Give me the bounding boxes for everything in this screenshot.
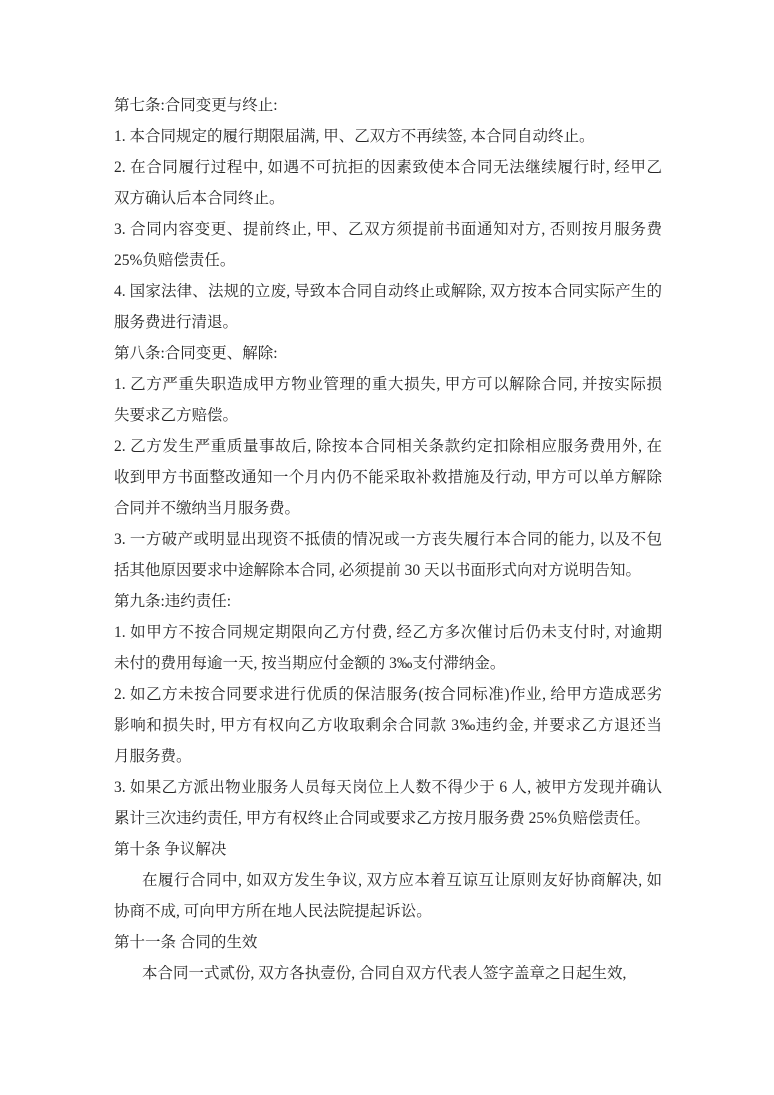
contract-line: 3. 如果乙方派出物业服务人员每天岗位上人数不得少于 6 人, 被甲方发现并确认: [114, 779, 662, 796]
contract-line: 3. 一方破产或明显出现资不抵债的情况或一方丧失履行本合同的能力, 以及不包: [114, 531, 662, 548]
contract-line: 收到甲方书面整改通知一个月内仍不能采取补救措施及行动, 甲方可以单方解除: [114, 469, 662, 486]
contract-line: 合同并不缴纳当月服务费。: [114, 500, 301, 517]
article-heading: 第九条:违约责任:: [114, 593, 232, 610]
contract-line: 3. 合同内容变更、提前终止, 甲、乙双方须提前书面通知对方, 否则按月服务费: [114, 221, 662, 238]
contract-line: 影响和损失时, 甲方有权向乙方收取剩余合同款 3‰违约金, 并要求乙方退还当: [114, 717, 662, 734]
article-heading: 第十一条 合同的生效: [114, 934, 258, 951]
contract-line: 1. 乙方严重失职造成甲方物业管理的重大损失, 甲方可以解除合同, 并按实际损: [114, 376, 662, 393]
contract-line: 月服务费。: [114, 748, 192, 765]
contract-line: 服务费进行清退。: [114, 314, 239, 331]
contract-line: 2. 如乙方未按合同要求进行优质的保洁服务(按合同标准)作业, 给甲方造成恶劣: [114, 686, 662, 703]
contract-line: 累计三次违约责任, 甲方有权终止合同或要求乙方按月服务费 25%负赔偿责任。: [114, 810, 651, 827]
contract-line: 协商不成, 可向甲方所在地人民法院提起诉讼。: [114, 903, 432, 920]
contract-line: 失要求乙方赔偿。: [114, 407, 239, 424]
contract-line: 括其他原因要求中途解除本合同, 必须提前 30 天以书面形式向对方说明告知。: [114, 562, 642, 579]
contract-line: 25%负赔偿责任。: [114, 252, 236, 269]
article-heading: 第七条:合同变更与终止:: [114, 97, 278, 114]
contract-line: 本合同一式贰份, 双方各执壹份, 合同自双方代表人签字盖章之日起生效,: [142, 965, 627, 982]
contract-line: 4. 国家法律、法规的立废, 导致本合同自动终止或解除, 双方按本合同实际产生的: [114, 283, 662, 300]
contract-line: 2. 在合同履行过程中, 如遇不可抗拒的因素致使本合同无法继续履行时, 经甲乙: [114, 159, 662, 176]
contract-line: 2. 乙方发生严重质量事故后, 除按本合同相关条款约定扣除相应服务费用外, 在: [114, 438, 662, 455]
contract-line: 1. 如甲方不按合同规定期限向乙方付费, 经乙方多次催讨后仍未支付时, 对逾期: [114, 624, 662, 641]
contract-line: 双方确认后本合同终止。: [114, 190, 285, 207]
contract-text-block: [114, 90, 662, 989]
contract-line: 1. 本合同规定的履行期限届满, 甲、乙双方不再续签, 本合同自动终止。: [114, 128, 595, 145]
contract-line: 在履行合同中, 如双方发生争议, 双方应本着互谅互让原则友好协商解决, 如: [142, 872, 662, 889]
contract-line: 未付的费用每逾一天, 按当期应付金额的 3‰支付滞纳金。: [114, 655, 506, 672]
article-heading: 第八条:合同变更、解除:: [114, 345, 278, 362]
article-heading: 第十条 争议解决: [114, 841, 227, 858]
